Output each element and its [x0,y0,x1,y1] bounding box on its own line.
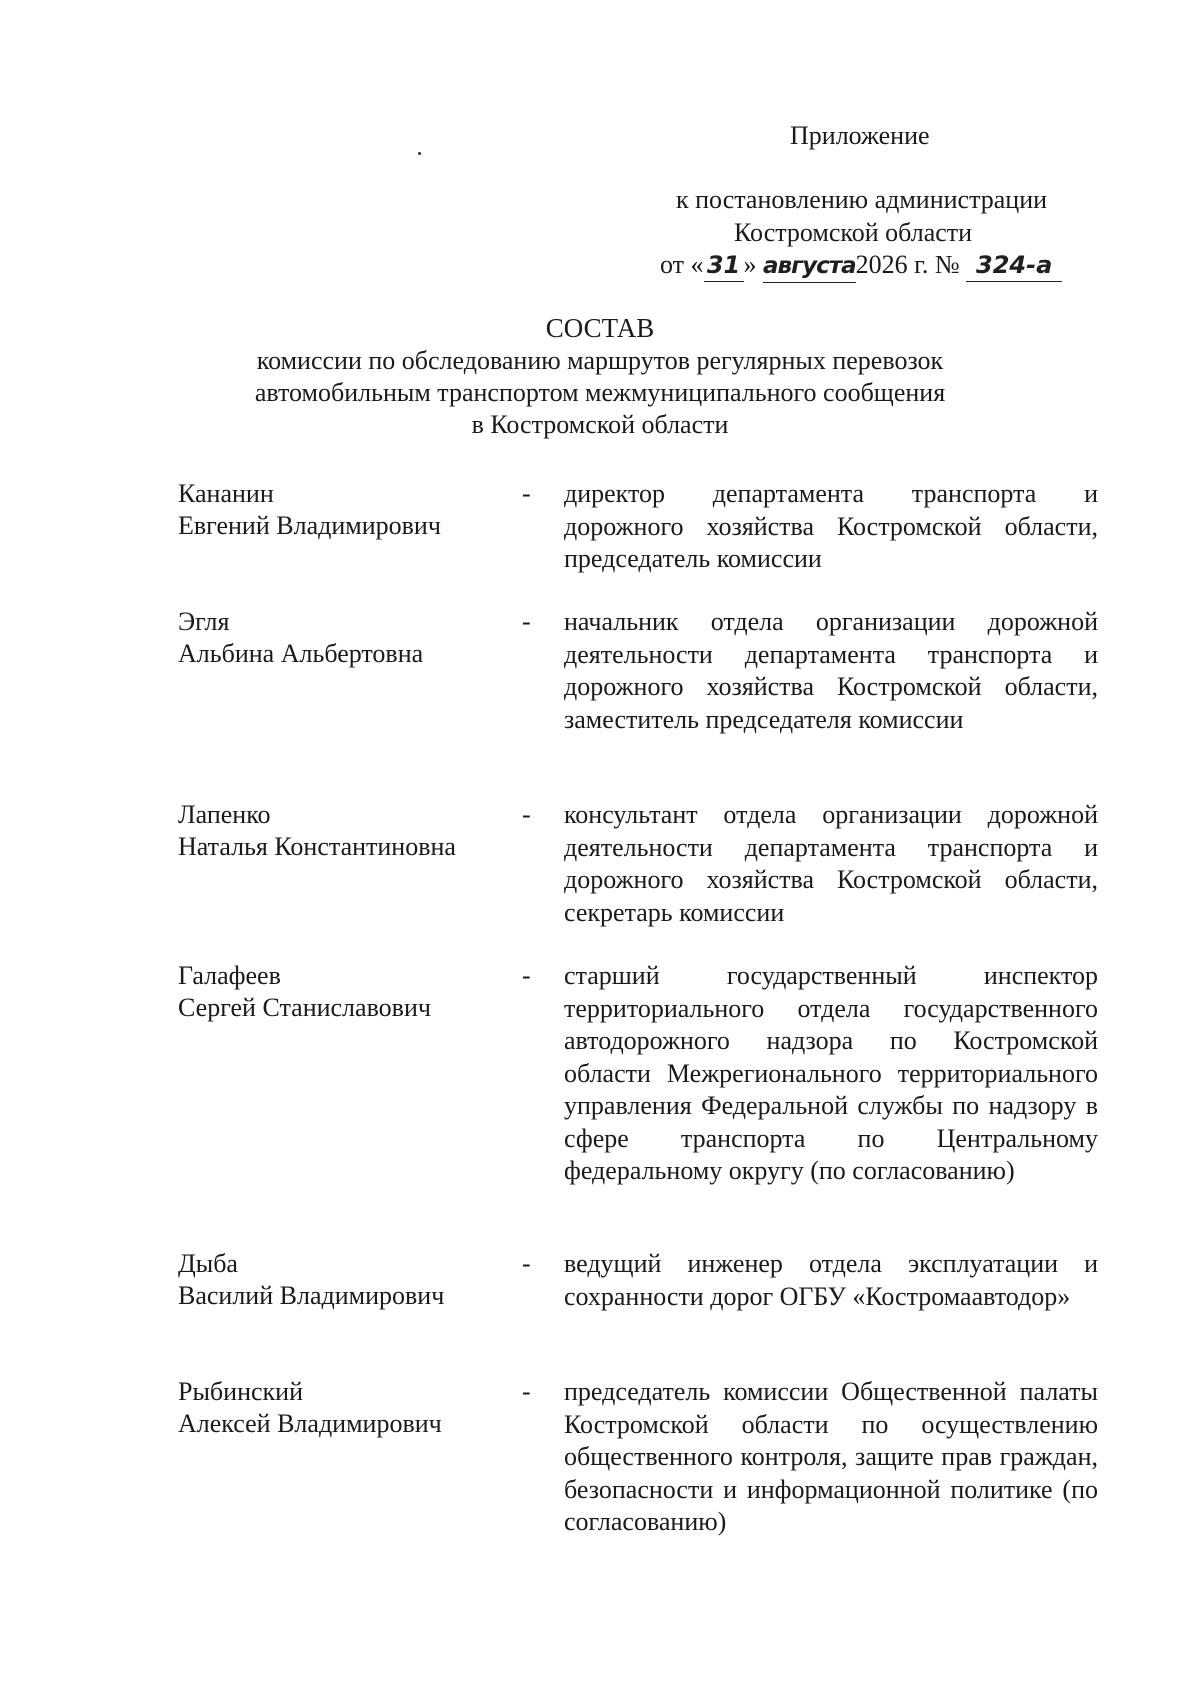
handwritten-day: 31 [704,249,744,282]
member-role: консультант отдела организации дорожной деятельности департамента транспорта и дорожного хозяйства Костромской области, секретарь комиссии [564,800,1098,927]
member-surname: Лапенко [178,800,271,829]
member-surname: Эгля [178,607,230,636]
decree-region: Костромской области [734,218,973,247]
member-given-names: Альбина Альбертовна [178,639,424,668]
member-surname: Рыбинский [178,1377,303,1406]
member-given-names: Алексей Владимирович [178,1409,442,1438]
member-role: старший государственный инспектор территориального отдела государственного автодорожного надзора по Костромской области Межрегионального территориального управления Федеральной службы по надзору в сфере транспорта по Центральному федеральному округу (по согласованию) [564,961,1098,1185]
member-dash: - [522,479,531,508]
subtitle-line: комиссии по обследованию маршрутов регулярных перевозок [256,346,944,375]
member-surname: Кананин [178,479,274,508]
member-given-names: Сергей Станиславович [178,993,431,1022]
member-given-names: Наталья Константиновна [178,832,456,861]
member-name [178,1376,518,1440]
subtitle-line: в Костромской области [471,410,729,439]
member-surname: Галафеев [178,961,281,990]
decree-reference: к постановлению администрации [676,185,1048,214]
member-name [178,960,518,1024]
member-surname: Дыба [178,1249,238,1278]
scan-speck [418,152,421,155]
member-role: начальник отдела организации дорожной деятельности департамента транспорта и дорожного хозяйства Костромской области, заместитель председателя комиссии [564,607,1098,734]
member-name [178,478,518,542]
date-year: 2026 г. № [855,250,960,279]
handwritten-decree-number: 324-а [966,249,1062,282]
date-prefix: от « [660,250,704,279]
member-given-names: Василий Владимирович [178,1281,445,1310]
member-dash: - [522,1249,531,1278]
member-name [178,606,518,670]
member-name [178,799,518,863]
member-role: ведущий инженер отдела эксплуатации и сохранности дорог ОГБУ «Костромаавтодор» [564,1249,1098,1311]
subtitle-line: автомобильным транспортом межмуниципального сообщения [254,378,946,407]
appendix-label: Приложение [790,121,930,150]
member-dash: - [522,607,531,636]
member-role: директор департамента транспорта и дорожного хозяйства Костромской области, председатель комиссии [564,479,1098,573]
handwritten-month: августа [763,250,856,283]
member-given-names: Евгений Владимирович [178,511,441,540]
member-dash: - [522,961,531,990]
decree-date-line [660,249,1062,283]
member-role: председатель комиссии Общественной палаты Костромской области по осуществлению общественного контроля, защите прав граждан, безопасности и информационной политике (по согласованию) [564,1377,1098,1536]
member-dash: - [522,1377,531,1406]
member-dash: - [522,800,531,829]
date-close-quote: » [743,250,757,279]
document-subtitle [0,345,1200,441]
member-name [178,1248,518,1312]
document-title: СОСТАВ [545,313,655,343]
